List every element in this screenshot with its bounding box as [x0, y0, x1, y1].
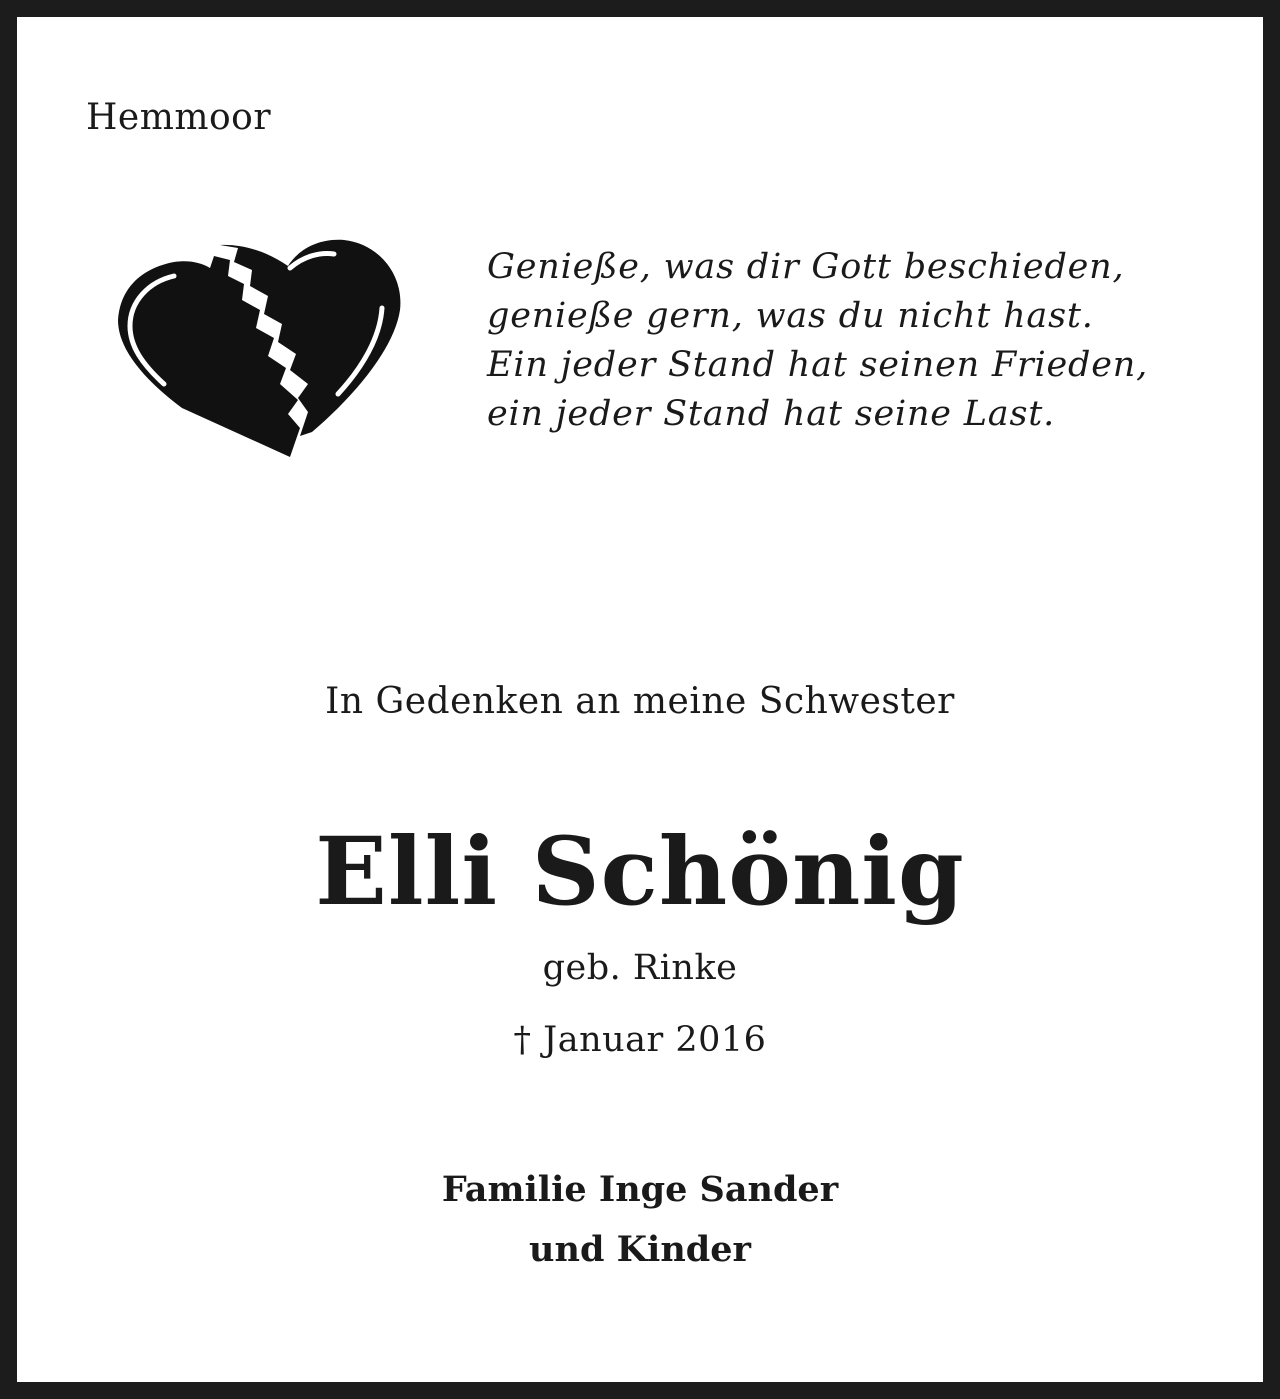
mourner-line: und Kinder: [529, 1229, 751, 1270]
verse-line: Genieße, was dir Gott beschieden,: [487, 247, 1125, 287]
broken-heart-icon: [112, 238, 412, 462]
memorial-line: In Gedenken an meine Schwester: [325, 681, 955, 722]
verse-line: Ein jeder Stand hat seinen Frieden,: [487, 345, 1149, 385]
verse-line: genieße gern, was du nicht hast.: [487, 296, 1094, 336]
death-date: † Januar 2016: [513, 1020, 767, 1060]
verse-line: ein jeder Stand hat seine Last.: [487, 394, 1056, 434]
deceased-name: Elli Schönig: [315, 817, 965, 927]
mourners-block: [0, 1160, 1280, 1280]
location-label: Hemmoor: [86, 97, 272, 138]
mourner-line: Familie Inge Sander: [441, 1169, 839, 1210]
verse-block: [487, 243, 1148, 439]
birth-name: geb. Rinke: [542, 948, 738, 988]
